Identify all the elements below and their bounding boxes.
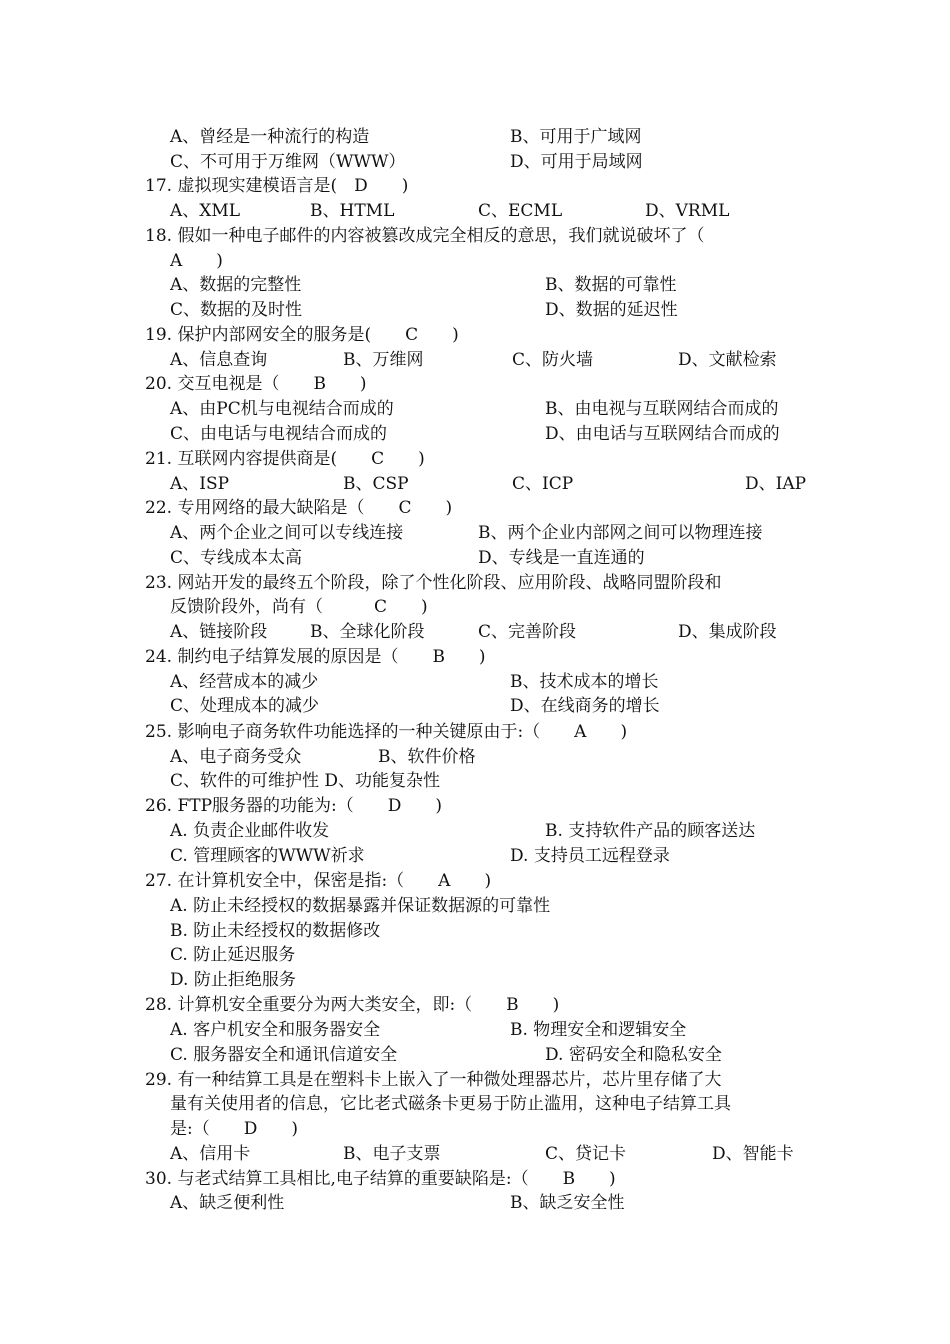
option-text: A、电子商务受众 [170,747,302,767]
option-text: B、缺乏安全性 [510,1193,625,1213]
option-text: B、万维网 [343,350,424,370]
question-text: 21. 互联网内容提供商是( C ) [145,449,425,469]
option-text: B、数据的可靠性 [545,275,677,295]
option-text: D. 防止拒绝服务 [170,970,296,990]
option-text: D、VRML [645,201,730,221]
option-text: D、数据的延迟性 [545,300,678,320]
option-text: A、ISP [170,474,230,494]
option-text: B. 支持软件产品的顾客送达 [545,821,756,841]
option-text: B、可用于广域网 [510,127,642,147]
question-text: 17. 虚拟现实建模语言是( D ) [145,176,409,196]
option-text: D. 支持员工远程登录 [510,846,670,866]
option-text: C、贷记卡 [545,1144,627,1164]
option-text: D、在线商务的增长 [510,696,660,716]
option-text: A、链接阶段 [170,622,268,642]
option-text: D、由电话与互联网结合而成的 [545,424,780,444]
option-text: A ) [170,251,223,271]
option-text: B、技术成本的增长 [510,672,659,692]
option-text: 反馈阶段外，尚有（ C ) [170,597,428,617]
option-text: B、由电视与互联网结合而成的 [545,399,779,419]
question-text: 20. 交互电视是（ B ) [145,374,367,394]
option-text: B. 防止未经授权的数据修改 [170,921,381,941]
option-text: 是:（ D ) [170,1119,298,1139]
option-text: 量有关使用者的信息，它比老式磁条卡更易于防止滥用，这种电子结算工具 [170,1094,731,1114]
option-text: D、专线是一直连通的 [478,548,645,568]
question-text: 24. 制约电子结算发展的原因是（ B ) [145,647,486,667]
question-text: 22. 专用网络的最大缺陷是（ C ) [145,498,453,518]
question-text: 27. 在计算机安全中，保密是指:（ A ) [145,871,492,891]
option-text: C、ECML [478,201,563,221]
option-text: D、文献检索 [678,350,777,370]
option-text: A. 客户机安全和服务器安全 [170,1020,381,1040]
option-text: B. 物理安全和逻辑安全 [510,1020,687,1040]
option-text: A、曾经是一种流行的构造 [170,127,370,147]
option-text: D、集成阶段 [678,622,777,642]
option-text: A、缺乏便利性 [170,1193,285,1213]
option-text: C、由电话与电视结合而成的 [170,424,388,444]
question-text: 29. 有一种结算工具是在塑料卡上嵌入了一种微处理器芯片，芯片里存储了大 [145,1070,722,1090]
option-text: C. 防止延迟服务 [170,945,296,965]
option-text: A、两个企业之间可以专线连接 [170,523,404,543]
question-text: 19. 保护内部网安全的服务是( C ) [145,325,459,345]
option-text: A. 负责企业邮件收发 [170,821,330,841]
option-text: A、经营成本的减少 [170,672,319,692]
option-text: B、CSP [343,474,409,494]
option-text: C、完善阶段 [478,622,577,642]
option-text: C、处理成本的减少 [170,696,320,716]
option-text: C、软件的可维护性 D、功能复杂性 [170,771,441,791]
question-text: 26. FTP服务器的功能为:（ D ) [145,796,443,816]
question-text: 30. 与老式结算工具相比,电子结算的重要缺陷是:（ B ) [145,1169,616,1189]
option-text: C、防火墙 [512,350,594,370]
option-text: B、软件价格 [378,747,476,767]
option-text: C、ICP [512,474,574,494]
option-text: A、信用卡 [170,1144,251,1164]
option-text: A、由PC机与电视结合而成的 [170,399,394,419]
question-text: 23. 网站开发的最终五个阶段，除了个性化阶段、应用阶段、战略同盟阶段和 [145,573,722,593]
option-text: B、电子支票 [343,1144,441,1164]
option-text: D. 密码安全和隐私安全 [545,1045,722,1065]
option-text: C、数据的及时性 [170,300,303,320]
option-text: C、专线成本太高 [170,548,303,568]
option-text: A、信息查询 [170,350,268,370]
option-text: A、XML [170,201,241,221]
option-text: C. 服务器安全和通讯信道安全 [170,1045,398,1065]
option-text: B、两个企业内部网之间可以物理连接 [478,523,763,543]
option-text: B、HTML [310,201,395,221]
option-text: C. 管理顾客的WWW祈求 [170,846,365,866]
option-text: A、数据的完整性 [170,275,302,295]
question-text: 18. 假如一种电子邮件的内容被篡改成完全相反的意思，我们就说破坏了（ [145,226,705,246]
option-text: D、IAP [745,474,807,494]
option-text: B、全球化阶段 [310,622,425,642]
option-text: A. 防止未经授权的数据暴露并保证数据源的可靠性 [170,896,551,916]
option-text: D、可用于局域网 [510,152,643,172]
question-text: 25. 影响电子商务软件功能选择的一种关键原由于:（ A ) [145,722,628,742]
question-text: 28. 计算机安全重要分为两大类安全，即:（ B ) [145,995,560,1015]
option-text: D、智能卡 [712,1144,794,1164]
option-text: C、不可用于万维网（WWW） [170,152,406,172]
